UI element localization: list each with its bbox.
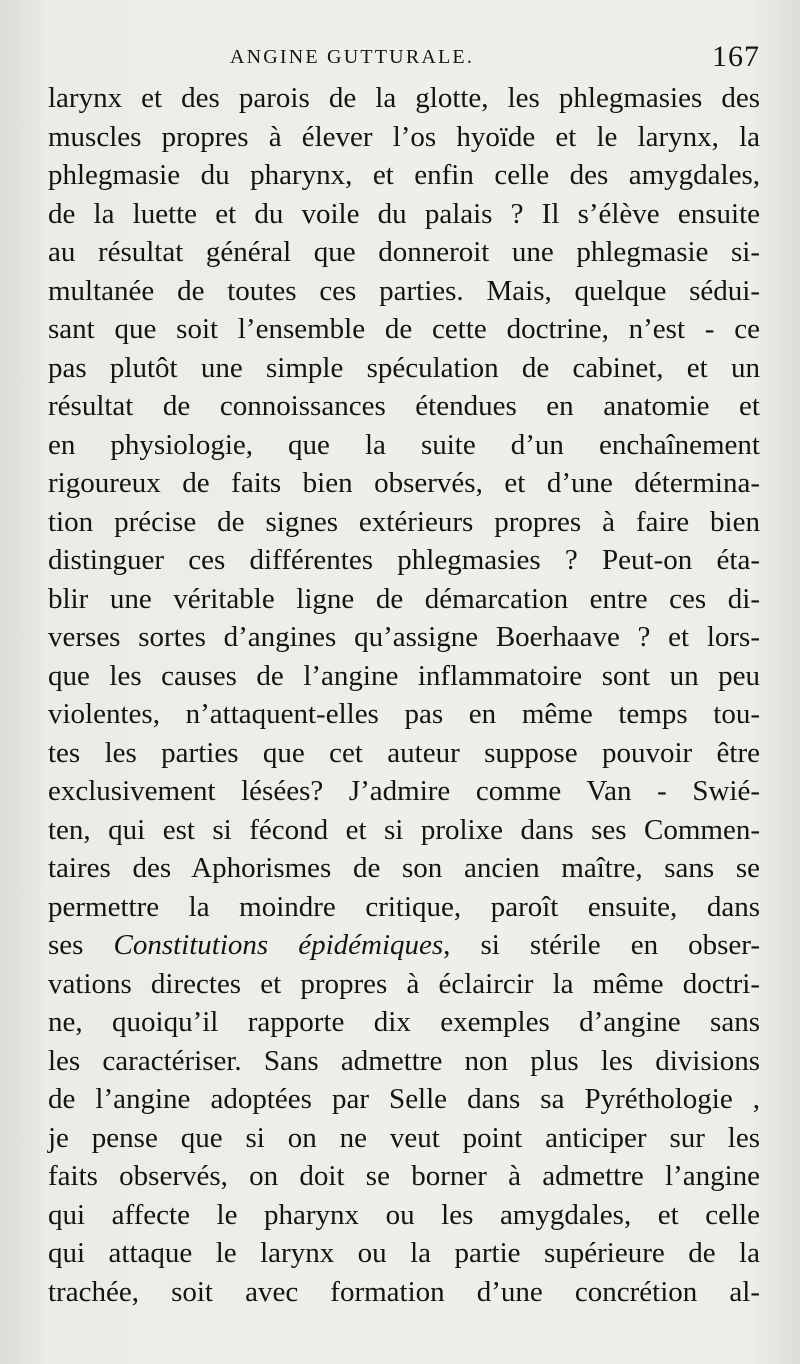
page-number: 167 — [712, 40, 760, 73]
text-line: ne, quoiqu’il rapporte dix exemples d’angine sans — [48, 1006, 760, 1038]
text-line: faits observés, on doit se borner à admettre l’angine — [48, 1160, 760, 1192]
text-line: multanée de toutes ces parties. Mais, quelque sédui- — [48, 274, 760, 307]
text-line: ten, qui est si fécond et si prolixe dans ses Commen- — [48, 813, 760, 846]
text-line: larynx et des parois de la glotte, les phlegmasies des — [48, 82, 760, 114]
text-line: je pense que si on ne veut point anticiper sur les — [48, 1121, 760, 1154]
text-line: blir une véritable ligne de démarcation entre ces di- — [48, 582, 760, 615]
text-line: rigoureux de faits bien observés, et d’une détermina- — [48, 467, 760, 499]
text-fragment: , si stérile en obser- — [443, 929, 760, 961]
text-fragment: ses — [48, 929, 114, 961]
text-line: de l’angine adoptées par Selle dans sa Pyréthologie , — [48, 1083, 760, 1115]
text-line: de la luette et du voile du palais ? Il s’élève ensuite — [48, 197, 760, 230]
running-head — [50, 40, 760, 80]
text-line: au résultat général que donneroit une phlegmasie si- — [48, 236, 760, 268]
text-line: vations directes et propres à éclaircir la même doctri- — [48, 967, 760, 1000]
text-line: résultat de connoissances étendues en anatomie et — [48, 390, 760, 422]
text-line: que les causes de l’angine inflammatoire sont un peu — [48, 659, 760, 692]
running-title: ANGINE GUTTURALE. — [230, 46, 475, 68]
text-line: les caractériser. Sans admettre non plus les divisions — [48, 1044, 760, 1077]
text-line: distinguer ces différentes phlegmasies ? Peut-on éta- — [48, 544, 760, 576]
text-line: verses sortes d’angines qu’assigne Boerhaave ? et lors- — [48, 621, 760, 653]
text-line: violentes, n’attaquent-elles pas en même temps tou- — [48, 698, 760, 730]
text-line: phlegmasie du pharynx, et enfin celle des amygdales, — [48, 159, 760, 191]
text-line: en physiologie, que la suite d’un enchaînement — [48, 428, 760, 461]
text-line: trachée, soit avec formation d’une concrétion al- — [48, 1275, 760, 1308]
text-line: qui attaque le larynx ou la partie supérieure de la — [48, 1237, 760, 1269]
text-line-with-italic-title — [48, 926, 760, 965]
text-line: permettre la moindre critique, paroît ensuite, dans — [48, 890, 760, 923]
body-text — [48, 79, 760, 1311]
text-line: muscles propres à élever l’os hyoïde et le larynx, la — [48, 120, 760, 153]
text-line: tion précise de signes extérieurs propres à faire bien — [48, 505, 760, 538]
text-line: taires des Aphorismes de son ancien maître, sans se — [48, 852, 760, 884]
text-line: sant que soit l’ensemble de cette doctrine, n’est - ce — [48, 313, 760, 345]
text-line: qui affecte le pharynx ou les amygdales, et celle — [48, 1198, 760, 1231]
text-line: exclusivement lésées? J’admire comme Van - Swié- — [48, 775, 760, 807]
text-line: pas plutôt une simple spéculation de cabinet, et un — [48, 351, 760, 384]
text-line: tes les parties que cet auteur suppose pouvoir être — [48, 736, 760, 769]
italic-book-title: Constitutions épidémiques — [113, 929, 444, 961]
